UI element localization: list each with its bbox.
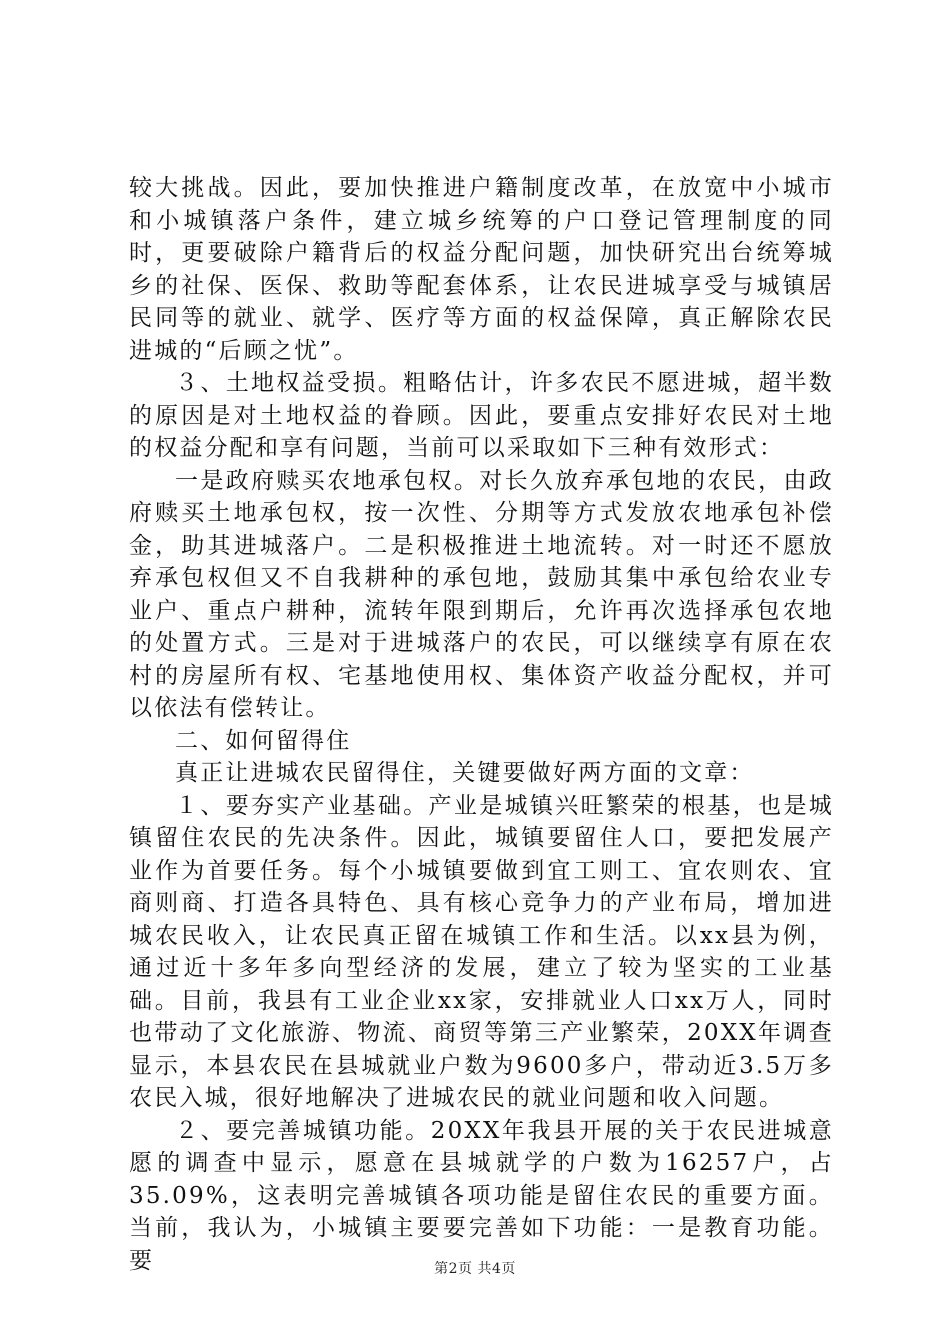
- paragraph-industry-foundation: １、要夯实产业基础。产业是城镇兴旺繁荣的根基，也是城镇留住农民的先决条件。因此，城镇要留住人口，要把发展产业作为首要任务。每个小城镇要做到宜工则工、宜农则农、宜商则商、打造各具特色、具有核心竞争力的产业布局，增加进城农民收入，让农民真正留在城镇工作和生活。以xx县为例，通过近十多年多向型经济的发展，建立了较为坚实的工业基础。目前，我县有工业企业xx家，安排就业人口xx万人，同时也带动了文化旅游、物流、商贸等第三产业繁荣，20XX年调查显示，本县农民在县城就业户数为9600多户，带动近3.5万多农民入城，很好地解决了进城农民的就业问题和收入问题。: [129, 792, 834, 1111]
- document-body: [129, 172, 834, 1277]
- paragraph-three-forms: 一是政府赎买农地承包权。对长久放弃承包地的农民，由政府赎买土地承包权，按一次性、分期等方式发放农地承包补偿金，助其进城落户。二是积极推进土地流转。对一时还不愿放弃承包权但又不自我耕种的承包地，鼓励其集中承包给农业专业户、重点户耕种，流转年限到期后，允许再次选择承包农地的处置方式。三是对于进城落户的农民，可以继续享有原在农村的房屋所有权、宅基地使用权、集体资产收益分配权，并可以依法有偿转让。: [129, 467, 834, 721]
- paragraph-intro-two-aspects: 真正让进城农民留得住，关键要做好两方面的文章：: [175, 760, 755, 786]
- paragraph-town-functions: ２、要完善城镇功能。20XX年我县开展的关于农民进城意愿的调查中显示，愿意在县城就学的户数为16257户，占35.09%，这表明完善城镇各项功能是留住农民的重要方面。当前，我认为，小城镇主要要完善如下功能：一是教育功能。要: [129, 1117, 834, 1274]
- paragraph-continuation: 较大挑战。因此，要加快推进户籍制度改革，在放宽中小城市和小城镇落户条件，建立城乡统筹的户口登记管理制度的同时，更要破除户籍背后的权益分配问题，加快研究出台统筹城乡的社保、医保、救助等配套体系，让农民进城享受与城镇居民同等的就业、就学、医疗等方面的权益保障，真正解除农民进城的“后顾之忧”。: [129, 175, 834, 364]
- page-number-label: 第2页 共4页: [434, 1261, 516, 1277]
- section-heading-how-to-stay: 二、如何留得住: [175, 727, 352, 754]
- page-footer: [0, 1258, 950, 1278]
- paragraph-land-rights: ３、土地权益受损。粗略估计，许多农民不愿进城，超半数的原因是对土地权益的眷顾。因此，要重点安排好农民对土地的权益分配和享有问题，当前可以采取如下三种有效形式：: [129, 370, 834, 461]
